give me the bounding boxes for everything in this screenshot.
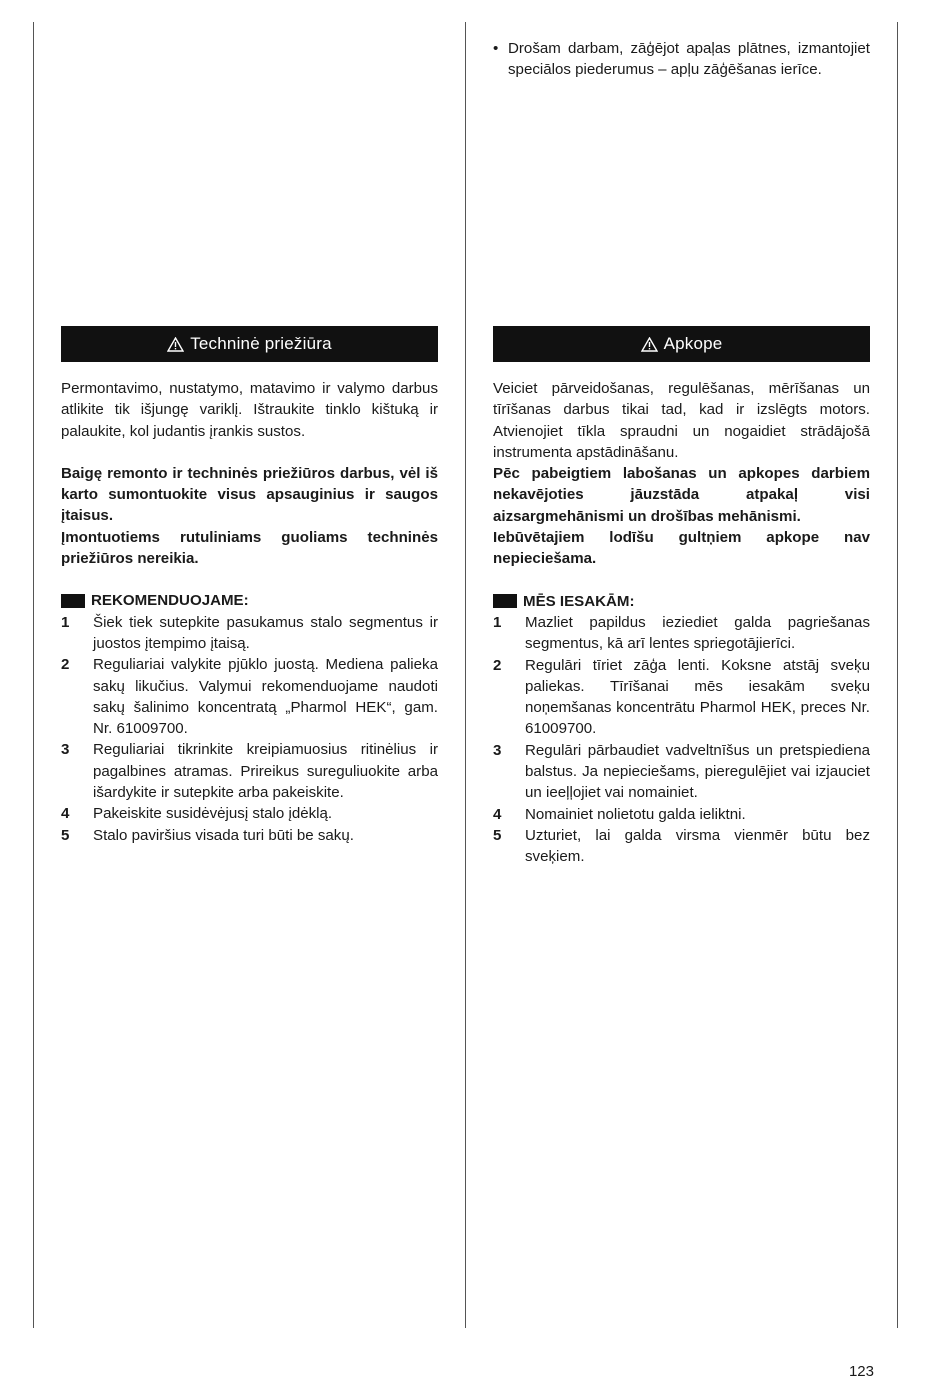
item-text: Pakeiskite susidėvėjusį stalo įdėklą. xyxy=(93,805,333,823)
left-intro: Permontavimo, nustatymo, matavimo ir valymo darbus atlikite tik išjungę variklį. Ištraukite tinklo kištuką ir palaukite, kol judantis įrankis sustos. xyxy=(61,380,438,440)
list-item xyxy=(61,612,438,655)
black-marker-block xyxy=(61,594,85,608)
left-bold-note-2: Įmontuotiems rutuliniams guoliams techninės priežiūros nereikia. xyxy=(61,528,438,568)
section-heading-right-text: Apkope xyxy=(663,334,723,353)
right-recommend-title-text: MĒS IESAKĀM: xyxy=(523,592,635,610)
left-column-body xyxy=(61,378,438,846)
left-recommend-title xyxy=(61,590,438,611)
list-item xyxy=(61,654,438,739)
item-number: 2 xyxy=(61,656,70,674)
item-text: Šiek tiek sutepkite pasukamus stalo segmentus ir juostos įtempimo įtaisą. xyxy=(93,613,438,652)
item-text: Reguliariai valykite pjūklo juostą. Mediena palieka sakų likučius. Valymui rekomenduojame naudoti sakų šalinimo koncentratą „Pharmol HEK“, gam. Nr. 61009700. xyxy=(93,656,438,738)
right-bold-note-2: Iebūvētajiem lodīšu gultņiem apkope nav nepieciešama. xyxy=(493,529,870,568)
left-recommend-list xyxy=(61,612,438,846)
right-recommend-list xyxy=(493,612,870,868)
top-right-bullet xyxy=(493,38,870,81)
right-bold-note-1: Pēc pabeigtiem labošanas un apkopes darbiem nekavējoties jāuzstāda atpakaļ visi aizsargmehānismi un drošības mehānismi. xyxy=(493,465,870,525)
item-number: 3 xyxy=(61,741,70,759)
list-item xyxy=(61,803,438,824)
item-text: Regulāri tīriet zāģa lenti. Koksne atstāj sveķu paliekas. Tīrīšanai mēs iesakām sveķu noņemšanas koncentrātu Pharmol HEK, preces Nr. 61009700. xyxy=(525,656,870,738)
item-number: 5 xyxy=(61,826,70,844)
right-recommend-title xyxy=(493,591,870,612)
warning-triangle-icon xyxy=(641,337,658,352)
bullet-text: Drošam darbam, zāģējot apaļas plātnes, izmantojiet speciālos piederumus – apļu zāģēšanas ierīce. xyxy=(508,40,870,79)
item-number: 2 xyxy=(493,656,502,674)
black-marker-block xyxy=(493,594,517,608)
list-item xyxy=(493,740,870,804)
left-margin-rule xyxy=(33,22,34,1328)
item-text: Nomainiet nolietotu galda ieliktni. xyxy=(525,805,746,823)
item-text: Mazliet papildus ieziediet galda pagriešanas segmentus, kā arī lentes spriegotājierīci. xyxy=(525,613,870,653)
list-item xyxy=(493,825,870,868)
right-column-body xyxy=(493,378,870,868)
item-number: 5 xyxy=(493,826,502,844)
item-text: Regulāri pārbaudiet vadveltnīšus un pretspiediena balstus. Ja nepieciešams, pieregulējiet vai izjauciet un ieeļļojiet vai nomainiet. xyxy=(525,741,870,802)
item-number: 1 xyxy=(61,613,70,631)
right-margin-rule xyxy=(897,22,898,1328)
item-number: 1 xyxy=(493,613,502,631)
section-heading-left-text: Techninė priežiūra xyxy=(190,334,332,353)
item-number: 4 xyxy=(61,805,70,823)
page-number: 123 xyxy=(848,1363,874,1380)
section-heading-left xyxy=(61,326,438,362)
list-item xyxy=(493,804,870,825)
section-heading-right xyxy=(493,326,870,362)
list-item xyxy=(61,739,438,803)
bullet-dot: • xyxy=(493,40,499,57)
left-bold-note-1: Baigę remonto ir techninės priežiūros darbus, vėl iš karto sumontuokite visus apsauginius ir saugos įtaisus. xyxy=(61,464,438,525)
left-recommend-title-text: REKOMENDUOJAME: xyxy=(91,592,249,610)
list-item xyxy=(493,655,870,740)
right-intro: Veiciet pārveidošanas, regulēšanas, mērīšanas un tīrīšanas darbus tikai tad, kad ir izslēgts motors. Atvienojiet tīkla spraudni un nogaidiet strādājošā instrumenta apstādināšanu. xyxy=(493,380,870,461)
item-number: 4 xyxy=(493,805,502,823)
item-text: Uzturiet, lai galda virsma vienmēr būtu bez sveķiem. xyxy=(525,826,870,866)
item-number: 3 xyxy=(493,741,502,759)
item-text: Reguliariai tikrinkite kreipiamuosius ritinėlius ir pagalbines atramas. Prireikus sureguliuokite arba išardykite ir sutepkite arba pakeiskite. xyxy=(93,741,438,802)
item-text: Stalo paviršius visada turi būti be sakų. xyxy=(93,826,354,844)
list-item xyxy=(493,612,870,655)
list-item xyxy=(61,825,438,846)
center-column-rule xyxy=(465,22,466,1328)
warning-triangle-icon xyxy=(167,337,184,352)
